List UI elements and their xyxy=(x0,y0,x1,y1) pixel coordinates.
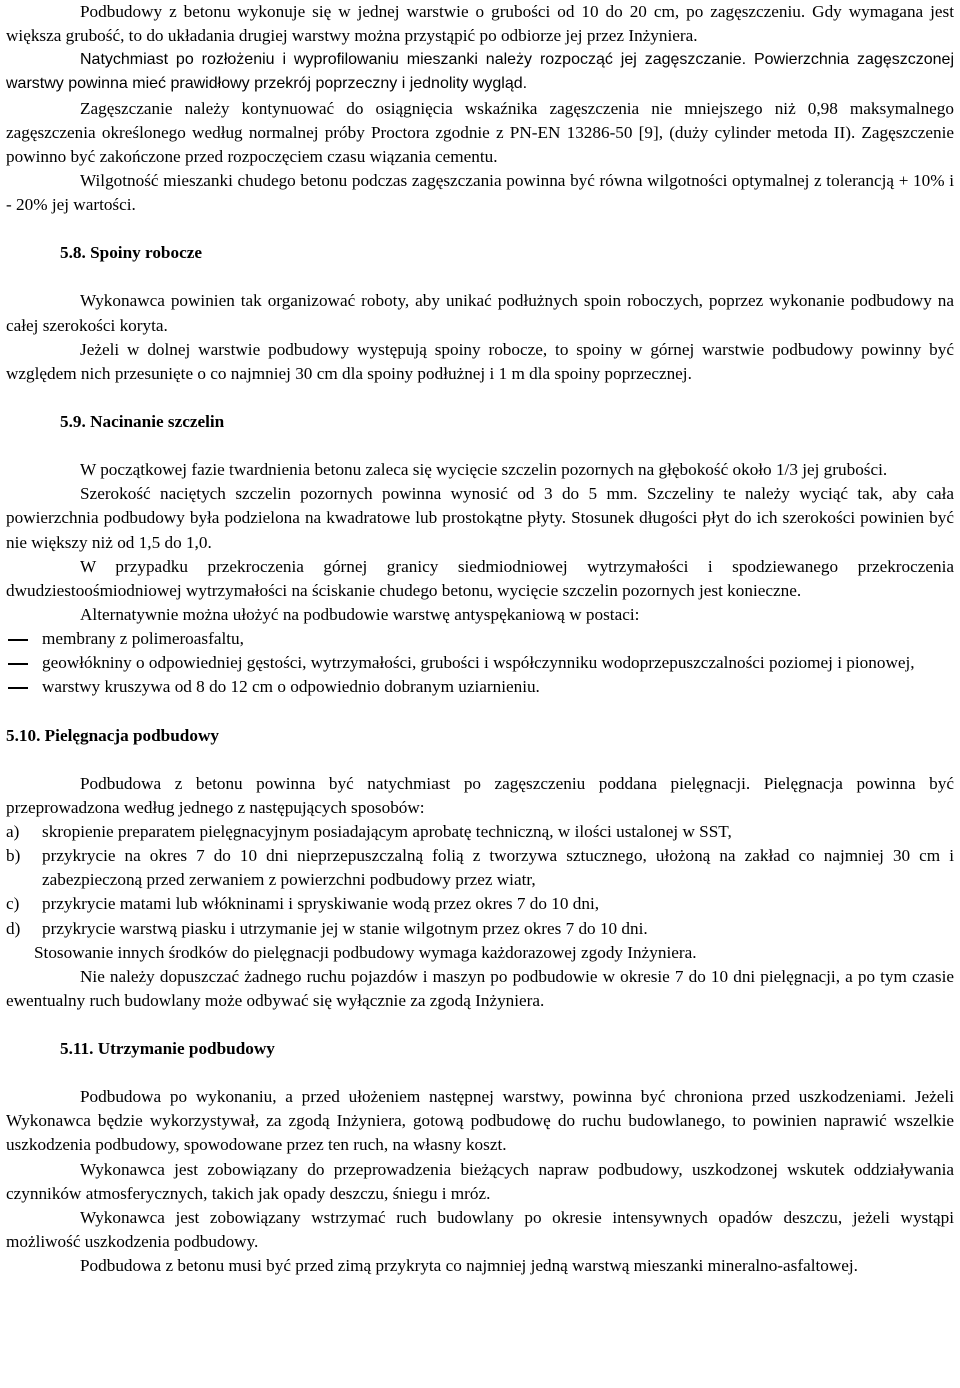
paragraph: Jeżeli w dolnej warstwie podbudowy występują spoiny robocze, to spoiny w górnej warstwie podbudowy powinny być względem nich przesunięte o co najmniej 30 cm dla spoiny podłużnej i 1 m dla spoiny poprzecznej. xyxy=(6,339,954,383)
paragraph: Podbudowy z betonu wykonuje się w jednej warstwie o grubości od 10 do 20 cm, po zagęszczeniu. Gdy wymagana jest większa grubość, to do układania drugiej warstwy można przystąpić po odbiorze jej przez Inżyniera. xyxy=(6,2,954,46)
paragraph: W przypadku przekroczenia górnej granicy siedmiodniowej wytrzymałości i spodziewanego przekroczenia dwudziestoośmiodniowej wytrzymałości na ściskanie chudego betonu, wycięcie szczelin pozornych jest konieczne. xyxy=(6,556,954,600)
paragraph: Natychmiast po rozłożeniu i wyprofilowaniu mieszanki należy rozpocząć jej zagęszczanie. Powierzchnia zagęszczonej warstwy powinna mieć prawidłowy przekrój poprzeczny i jednolity wygląd. xyxy=(6,51,954,93)
paragraph: Szerokość naciętych szczelin pozornych powinna wynosić od 3 do 5 mm. Szczeliny te należy wyciąć tak, aby cała powierzchnia podbudowy była podzielona na kwadratowe lub prostokątne płyty. Stosunek długości płyt do ich szerokości powinien być nie większy niż od 1,5 do 1,0. xyxy=(6,484,954,552)
list-item xyxy=(6,820,954,844)
section-heading: 5.9. Nacinanie szczelin xyxy=(60,412,225,432)
spacer xyxy=(6,434,954,458)
list-item-marker: a) xyxy=(6,821,20,841)
paragraph: Alternatywnie można ułożyć na podbudowie warstwę antyspękaniową w postaci: xyxy=(80,604,640,624)
list-item-text: skropienie preparatem pielęgnacyjnym posiadającym aprobatę techniczną, w ilości ustalonej w SST, xyxy=(42,821,732,841)
paragraph: W początkowej fazie twardnienia betonu zaleca się wycięcie szczelin pozornych na głębokość około 1/3 jej grubości. xyxy=(80,460,888,480)
paragraph: Wilgotność mieszanki chudego betonu podczas zagęszczania powinna być równa wilgotności optymalnej z tolerancją + 10% i - 20% jej wartości. xyxy=(6,171,954,215)
spacer xyxy=(6,700,954,724)
note-text: Stosowanie innych środków do pielęgnacji podbudowy wymaga każdorazowej zgody Inżyniera. xyxy=(34,942,697,962)
paragraph: Wykonawca powinien tak organizować roboty, aby unikać podłużnych spoin roboczych, poprzez wykonanie podbudowy na całej szerokości koryta. xyxy=(6,291,954,335)
paragraph: Wykonawca jest zobowiązany wstrzymać ruch budowlany po okresie intensywnych opadów deszczu, jeżeli wystąpi możliwość uszkodzenia podbudowy. xyxy=(6,1207,954,1252)
spacer xyxy=(6,1061,954,1085)
paragraph: Podbudowa po wykonaniu, a przed ułożeniem następnej warstwy, powinna być chroniona przed uszkodzeniami. Jeżeli Wykonawca będzie wykorzystywał, za zgodą Inżyniera, gotową podbudowę do ruchu budowlanego, to powinien naprawić wszelkie uszkodzenia podbudowy, spowodowane przez ten ruch, na własny koszt. xyxy=(6,1087,954,1155)
spacer xyxy=(6,265,954,289)
list-item xyxy=(6,917,954,941)
section-heading: 5.8. Spoiny robocze xyxy=(60,243,202,263)
list-item-text: warstwy kruszywa od 8 do 12 cm o odpowiednio dobranym uziarnieniu. xyxy=(42,677,540,697)
section-heading: 5.10. Pielęgnacja podbudowy xyxy=(6,725,219,745)
list-item xyxy=(6,675,954,699)
list-item-text: przykrycie matami lub włókninami i spryskiwanie wodą przez okres 7 do 10 dni, xyxy=(42,894,600,914)
list-item-text: przykrycie na okres 7 do 10 dni nieprzepuszczalną folią z tworzywa sztucznego, ułożoną na zakład co najmniej 30 cm i zabezpieczoną przed zerwaniem z powierzchni podbudowy przez wiatr, xyxy=(42,846,954,890)
document-page xyxy=(6,0,954,1278)
list-item-text: membrany z polimeroasfaltu, xyxy=(42,629,244,649)
list-item-marker: c) xyxy=(6,894,20,914)
spacer xyxy=(6,386,954,410)
paragraph: Zagęszczanie należy kontynuować do osiągnięcia wskaźnika zagęszczenia nie mniejszego niż 0,98 maksymalnego zagęszczenia określonego według normalnej próby Proctora zgodnie z PN-EN 13286-50 [9], (duży cylinder metoda II). Zagęszczenie powinno być zakończone przed rozpoczęciem czasu wiązania cementu. xyxy=(6,98,954,166)
list-item-marker: d) xyxy=(6,918,21,938)
paragraph: Podbudowa z betonu musi być przed zimą przykryta co najmniej jedną warstwą mieszanki mineralno-asfaltowej. xyxy=(80,1256,858,1276)
spacer xyxy=(6,1013,954,1037)
list-item-marker: b) xyxy=(6,846,21,866)
paragraph: Nie należy dopuszczać żadnego ruchu pojazdów i maszyn po podbudowie w okresie 7 do 10 dni pielęgnacji, a po tym czasie ewentualny ruch budowlany może odbywać się wyłącznie za zgodą Inżyniera. xyxy=(6,966,954,1010)
spacer xyxy=(6,217,954,241)
section-heading: 5.11. Utrzymanie podbudowy xyxy=(60,1039,275,1059)
list-item xyxy=(6,892,954,916)
list-item-text: przykrycie warstwą piasku i utrzymanie jej w stanie wilgotnym przez okres 7 do 10 dni. xyxy=(42,918,648,938)
paragraph: Podbudowa z betonu powinna być natychmiast po zagęszczeniu poddana pielęgnacji. Pielęgnacja powinna być przeprowadzona według jednego z następujących sposobów: xyxy=(6,773,954,817)
list-item xyxy=(6,651,954,675)
paragraph: Wykonawca jest zobowiązany do przeprowadzenia bieżących napraw podbudowy, uszkodzonej wskutek oddziaływania czynników atmosferycznych, takich jak opady deszczu, śniegu i mróz. xyxy=(6,1159,954,1203)
list-item-text: geowłókniny o odpowiedniej gęstości, wytrzymałości, grubości i współczynniku wodoprzepuszczalności poziomej i pionowej, xyxy=(42,653,915,673)
spacer xyxy=(6,748,954,772)
list-item xyxy=(6,844,954,892)
list-item xyxy=(6,627,954,651)
